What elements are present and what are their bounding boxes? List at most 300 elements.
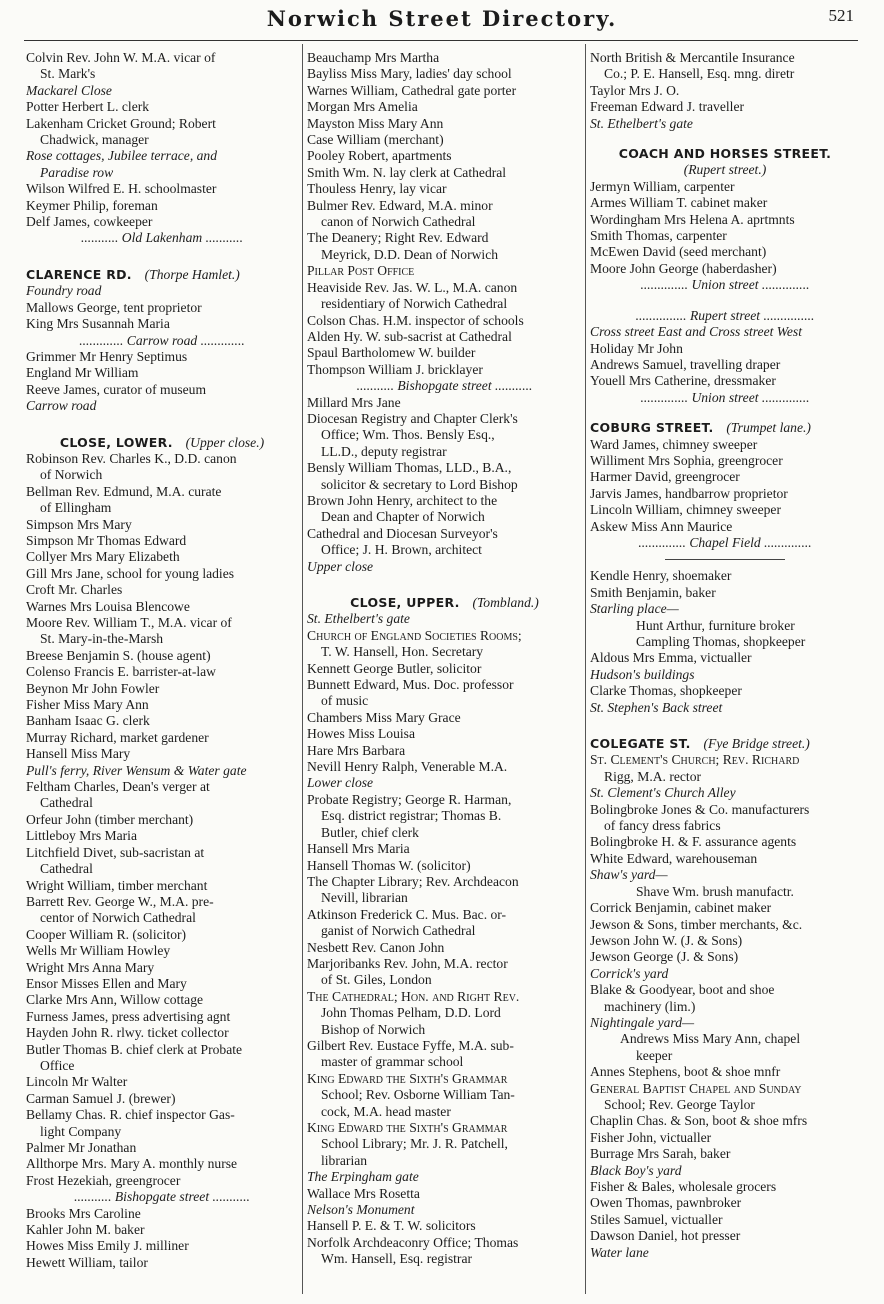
locality-label-text: Shaw's yard—: [590, 867, 668, 883]
entry-continuation-text: Dean and Chapter of Norwich: [321, 509, 485, 525]
directory-entry-text: Bolingbroke Jones & Co. manufacturers: [590, 801, 810, 817]
directory-entry: [26, 1156, 298, 1172]
street-heading: [590, 736, 860, 752]
directory-entry: [307, 493, 582, 509]
directory-entry-text: Williment Mrs Sophia, greengrocer: [590, 452, 783, 468]
cross-street-separator-text: ........... Bishopgate street ...........: [74, 1189, 250, 1205]
directory-entry: [307, 329, 582, 345]
directory-entry: [307, 710, 582, 726]
directory-entry-text: St. Clement's Church; Rev. Richard: [590, 752, 800, 768]
directory-entry: [307, 165, 582, 181]
directory-entry: [590, 486, 860, 502]
directory-entry: [590, 1212, 860, 1228]
directory-entry: [26, 1173, 298, 1189]
spacer: [590, 716, 860, 730]
directory-entry-text: Butler Thomas B. chief clerk at Probate: [26, 1041, 243, 1057]
directory-entry-text: Smith Wm. N. lay clerk at Cathedral: [307, 164, 507, 180]
cross-street-separator: [26, 333, 298, 349]
cross-street-separator: [307, 378, 582, 394]
directory-entry-text: Pillar Post Office: [307, 263, 415, 279]
street-heading: [26, 267, 298, 283]
cross-street-separator-text: ........... Old Lakenham ...........: [81, 230, 243, 246]
column-divider: [302, 44, 303, 1294]
locality-label-text: St. Ethelbert's gate: [590, 115, 693, 131]
directory-entry-text: Robinson Rev. Charles K., D.D. canon: [26, 450, 237, 466]
entry-continuation-text: St. Mary-in-the-Marsh: [40, 631, 164, 647]
locality-label: [590, 601, 860, 617]
directory-entry: [307, 989, 582, 1005]
entry-continuation-text: St. Mark's: [40, 66, 96, 82]
locality-label: [26, 398, 298, 414]
directory-entry: [590, 357, 860, 373]
directory-entry-text: Delf James, cowkeeper: [26, 214, 153, 230]
directory-entry: [590, 1228, 860, 1244]
directory-entry: [26, 349, 298, 365]
entry-continuation: [307, 296, 582, 312]
directory-entry-text: Kahler John M. baker: [26, 1222, 145, 1238]
directory-entry-text: Chambers Miss Mary Grace: [307, 709, 461, 725]
directory-entry-text: Wordingham Mrs Helena A. aprtmnts: [590, 211, 795, 227]
directory-entry-text: Cooper William R. (solicitor): [26, 926, 187, 942]
directory-entry-text: Hansell Mrs Maria: [307, 841, 410, 857]
directory-entry-text: Feltham Charles, Dean's verger at: [26, 779, 210, 795]
directory-entry: [26, 615, 298, 631]
directory-entry-text: Palmer Mr Jonathan: [26, 1140, 137, 1155]
directory-entry: [590, 650, 860, 666]
entry-continuation: [26, 132, 298, 148]
directory-entry: [26, 549, 298, 565]
locality-label: [26, 83, 298, 99]
directory-entry: [590, 917, 860, 933]
directory-entry-text: Carman Samuel J. (brewer): [26, 1090, 176, 1106]
directory-entry: [307, 460, 582, 476]
directory-entry: [26, 713, 298, 729]
entry-continuation-text: Office; J. H. Brown, architect: [321, 542, 482, 558]
locality-label: [26, 763, 298, 779]
street-heading-text: COBURG STREET.: [590, 420, 714, 436]
spacer: [590, 294, 860, 308]
directory-entry: [590, 752, 860, 768]
directory-entry-text: Clarke Mrs Ann, Willow cottage: [26, 992, 204, 1008]
directory-entry-text: White Edward, warehouseman: [590, 850, 758, 866]
entry-continuation-text: Nevill, librarian: [321, 890, 408, 906]
directory-entry: [307, 1235, 582, 1251]
directory-entry-text: Marjoribanks Rev. John, M.A. rector: [307, 955, 508, 971]
directory-entry: [307, 198, 582, 214]
directory-entry-text: Millard Mrs Jane: [307, 394, 401, 410]
entry-continuation-text: Office: [40, 1057, 75, 1073]
locality-label: [590, 667, 860, 683]
directory-entry-text: Annes Stephens, boot & shoe mnfr: [590, 1064, 781, 1080]
directory-entry: [590, 568, 860, 584]
directory-entry: [590, 834, 860, 850]
directory-entry: [26, 517, 298, 533]
street-heading: [307, 595, 582, 611]
directory-entry-text: Litchfield Divet, sub-sacristan at: [26, 844, 205, 860]
directory-entry-text: Holiday Mr John: [590, 340, 683, 356]
column-divider: [585, 44, 586, 1294]
directory-entry: [590, 83, 860, 99]
directory-entry: [590, 1113, 860, 1129]
entry-continuation-text: Esq. district registrar; Thomas B.: [321, 808, 502, 824]
directory-entry: [307, 181, 582, 197]
directory-entry: [26, 1222, 298, 1238]
directory-entry-text: Corrick Benjamin, cabinet maker: [590, 900, 772, 916]
directory-entry: [26, 894, 298, 910]
directory-entry: [590, 437, 860, 453]
directory-entry-text: Hansell Miss Mary: [26, 746, 131, 762]
directory-entry-text: Murray Richard, market gardener: [26, 729, 209, 745]
entry-continuation-text: Chadwick, manager: [40, 132, 149, 148]
directory-entry: [307, 792, 582, 808]
locality-label: [590, 1245, 860, 1261]
directory-entry-text: Morgan Mrs Amelia: [307, 99, 418, 115]
directory-entry: [26, 927, 298, 943]
directory-entry: [307, 148, 582, 164]
entry-continuation-text: Cathedral: [40, 795, 93, 811]
directory-entry-text: Colson Chas. H.M. inspector of schools: [307, 312, 524, 328]
directory-entry-text: Beauchamp Mrs Martha: [307, 50, 440, 65]
directory-entry-text: Hansell P. E. & T. W. solicitors: [307, 1218, 476, 1234]
locality-label-text: The Erpingham gate: [307, 1169, 419, 1185]
entry-continuation-text: ganist of Norwich Cathedral: [321, 923, 476, 939]
directory-entry-text: Hayden John R. rlwy. ticket collector: [26, 1025, 229, 1041]
directory-entry-text: Norfolk Archdeaconry Office; Thomas: [307, 1234, 519, 1250]
locality-label-text: St. Stephen's Back street: [590, 699, 723, 715]
street-heading-text: COLEGATE ST.: [590, 736, 691, 752]
directory-entry: [307, 726, 582, 742]
entry-continuation: [307, 1087, 582, 1103]
directory-entry: [26, 992, 298, 1008]
directory-entry-text: Stiles Samuel, victualler: [590, 1211, 723, 1227]
directory-entry-text: Keymer Philip, foreman: [26, 197, 158, 213]
directory-entry-text: McEwen David (seed merchant): [590, 244, 767, 260]
street-heading-note: (Fye Bridge street.): [703, 736, 810, 752]
directory-entry: [26, 1255, 298, 1271]
directory-entry-text: Freeman Edward J. traveller: [590, 99, 744, 115]
directory-entry-text: Cathedral and Diocesan Surveyor's: [307, 525, 498, 541]
directory-entry: [26, 1025, 298, 1041]
locality-label-text: Lower close: [307, 775, 374, 791]
directory-entry: [26, 976, 298, 992]
entry-continuation: [307, 444, 582, 460]
directory-entry: [590, 502, 860, 518]
locality-label-text: Corrick's yard: [590, 965, 669, 981]
directory-entry-text: Potter Herbert L. clerk: [26, 99, 150, 115]
directory-entry: [590, 1130, 860, 1146]
locality-label: [26, 148, 298, 164]
directory-entry: [26, 1238, 298, 1254]
locality-label: [26, 283, 298, 299]
entry-continuation-text: centor of Norwich Cathedral: [40, 910, 196, 926]
header-rule: [24, 40, 858, 41]
directory-entry: [26, 566, 298, 582]
locality-label-text: St. Clement's Church Alley: [590, 785, 736, 801]
directory-entry: [307, 677, 582, 693]
cross-street-separator-text: ........... Bishopgate street ...........: [356, 378, 533, 394]
directory-entry-text: King Edward the Sixth's Grammar: [307, 1070, 508, 1086]
entry-continuation: [590, 999, 860, 1015]
entry-continuation-text: master of grammar school: [321, 1054, 464, 1070]
directory-entry: [26, 1074, 298, 1090]
cross-street-separator-text: .............. Union street ..............: [640, 277, 810, 293]
directory-entry-text: Bellman Rev. Edmund, M.A. curate: [26, 483, 222, 499]
entry-continuation-text: light Company: [40, 1123, 122, 1139]
entry-continuation-text: machinery (lim.): [604, 998, 696, 1014]
cross-street-separator: [590, 308, 860, 324]
directory-entry: [26, 382, 298, 398]
directory-entry: [307, 628, 582, 644]
directory-entry: [590, 179, 860, 195]
directory-entry-text: Hare Mrs Barbara: [307, 742, 406, 758]
directory-entry: [26, 451, 298, 467]
directory-entry-text: The Chapter Library; Rev. Archdeacon: [307, 873, 519, 889]
directory-entry: [26, 116, 298, 132]
directory-entry-text: keeper: [636, 1047, 673, 1063]
entry-continuation: [26, 66, 298, 82]
directory-entry-text: Youell Mrs Catherine, dressmaker: [590, 373, 776, 389]
directory-entry: [307, 1120, 582, 1136]
directory-entry: [26, 582, 298, 598]
directory-entry: [26, 99, 298, 115]
directory-entry-text: Smith Benjamin, baker: [590, 584, 716, 600]
directory-entry-text: Wallace Mrs Rosetta: [307, 1185, 420, 1201]
directory-entry: [307, 313, 582, 329]
locality-label: [590, 1015, 860, 1031]
directory-entry: [26, 198, 298, 214]
entry-continuation: [26, 861, 298, 877]
directory-entry: [307, 907, 582, 923]
directory-entry: [26, 533, 298, 549]
directory-entry-text: Mallows George, tent proprietor: [26, 299, 202, 315]
directory-entry: [307, 661, 582, 677]
directory-entry-text: Hunt Arthur, furniture broker: [636, 617, 795, 633]
entry-continuation: [26, 1124, 298, 1140]
directory-entry: [590, 212, 860, 228]
directory-entry: [307, 230, 582, 246]
entry-continuation: [590, 1097, 860, 1113]
directory-entry-text: Thouless Henry, lay vicar: [307, 181, 447, 197]
street-heading-note: (Tombland.): [472, 595, 539, 610]
directory-entry-text: Jermyn William, carpenter: [590, 178, 735, 194]
directory-entry-text: Chaplin Chas. & Son, boot & shoe mfrs: [590, 1113, 808, 1129]
entry-continuation: [307, 1136, 582, 1152]
locality-label-text: Pull's ferry, River Wensum & Water gate: [26, 762, 247, 778]
directory-entry: [26, 1140, 298, 1156]
locality-label-text: Cross street East and Cross street West: [590, 324, 802, 340]
directory-entry-text: Colenso Francis E. barrister-at-law: [26, 664, 216, 680]
directory-entry: [26, 845, 298, 861]
directory-entry: [590, 933, 860, 949]
entry-continuation-text: Meyrick, D.D. Dean of Norwich: [321, 246, 499, 262]
directory-entry-text: Furness James, press advertising agnt: [26, 1008, 231, 1024]
street-heading-note: (Thorpe Hamlet.): [144, 266, 240, 282]
locality-label-text: Foundry road: [26, 283, 102, 299]
directory-entry-text: Bulmer Rev. Edward, M.A. minor: [307, 197, 493, 213]
directory-entry-text: Howes Miss Louisa: [307, 726, 415, 742]
locality-label: [590, 966, 860, 982]
street-heading-text: CLOSE, UPPER.: [350, 595, 460, 610]
entry-continuation: [590, 818, 860, 834]
directory-entry-text: England Mr William: [26, 365, 139, 381]
directory-entry: [307, 940, 582, 956]
directory-entry-text: Thompson William J. bricklayer: [307, 361, 483, 377]
directory-entry: [307, 759, 582, 775]
cross-street-separator: [26, 1189, 298, 1205]
entry-continuation: [307, 890, 582, 906]
directory-entry: [307, 132, 582, 148]
street-heading-text: CLARENCE RD.: [26, 266, 132, 282]
directory-entry-text: Warnes Mrs Louisa Blencowe: [26, 598, 190, 614]
directory-entry: [590, 453, 860, 469]
directory-entry-text: Case William (merchant): [307, 132, 444, 148]
directory-entry: [590, 519, 860, 535]
entry-continuation-text: Butler, chief clerk: [321, 824, 419, 840]
directory-entry-text: Ward James, chimney sweeper: [590, 436, 758, 452]
directory-entry: [590, 982, 860, 998]
directory-entry-text: Jewson John W. (J. & Sons): [590, 932, 743, 948]
entry-continuation: [307, 214, 582, 230]
locality-label: [590, 116, 860, 132]
entry-continuation-text: Cathedral: [40, 861, 93, 877]
directory-entry-text: Bolingbroke H. & F. assurance agents: [590, 834, 797, 850]
entry-continuation: [307, 1022, 582, 1038]
directory-entry-text: Harmer David, greengrocer: [590, 469, 740, 485]
directory-entry-text: Probate Registry; George R. Harman,: [307, 791, 512, 807]
directory-entry: [307, 263, 582, 279]
entry-continuation: [307, 644, 582, 660]
directory-entry-text: The Cathedral; Hon. and Right Rev.: [307, 988, 520, 1004]
directory-entry-text: Breese Benjamin S. (house agent): [26, 647, 211, 663]
entry-continuation-text: LL.D., deputy registrar: [321, 443, 447, 459]
entry-continuation: [26, 795, 298, 811]
cross-street-separator: [590, 277, 860, 293]
entry-continuation-text: canon of Norwich Cathedral: [321, 214, 476, 230]
entry-continuation: [26, 500, 298, 516]
entry-continuation-text: of Ellingham: [40, 500, 112, 516]
directory-entry-text: Lincoln Mr Walter: [26, 1074, 128, 1090]
directory-entry-text: Lincoln William, chimney sweeper: [590, 502, 781, 518]
directory-entry: [590, 195, 860, 211]
locality-label-text: St. Ethelbert's gate: [307, 611, 410, 627]
directory-entry: [26, 1091, 298, 1107]
directory-entry: [590, 1064, 860, 1080]
entry-continuation: [307, 1251, 582, 1267]
directory-entry: [590, 585, 860, 601]
directory-entry-text: Warnes William, Cathedral gate porter: [307, 82, 517, 98]
directory-entry-text: King Mrs Susannah Maria: [26, 316, 170, 332]
directory-entry: [590, 1195, 860, 1211]
directory-entry: [26, 779, 298, 795]
directory-entry: [26, 316, 298, 332]
directory-entry: [307, 1186, 582, 1202]
directory-entry-text: Fisher John, victualler: [590, 1129, 712, 1145]
entry-continuation: [307, 247, 582, 263]
entry-continuation: [307, 808, 582, 824]
entry-continuation: [26, 1058, 298, 1074]
entry-continuation: [307, 477, 582, 493]
page-header: [0, 0, 884, 40]
entry-continuation: [307, 1153, 582, 1169]
directory-entry: [26, 181, 298, 197]
page-title: Norwich Street Directory.: [266, 6, 618, 31]
directory-entry-text: Andrews Samuel, travelling draper: [590, 356, 781, 372]
directory-entry-text: King Edward the Sixth's Grammar: [307, 1120, 508, 1135]
locality-label-text: Nightingale yard—: [590, 1014, 695, 1030]
directory-entry: [307, 345, 582, 361]
locality-label-text: Nelson's Monument: [307, 1202, 415, 1218]
directory-entry-text: Jarvis James, handbarrow proprietor: [590, 485, 788, 501]
locality-label-text: Mackarel Close: [26, 82, 112, 98]
cross-street-separator-text: ............. Carrow road .............: [79, 332, 245, 348]
street-heading-note: (Upper close.): [185, 434, 265, 450]
directory-entry: [590, 341, 860, 357]
locality-label: [307, 1202, 582, 1218]
directory-entry: [590, 469, 860, 485]
directory-entry-text: Barrett Rev. George W., M.A. pre-: [26, 893, 214, 909]
locality-label: [307, 1169, 582, 1185]
directory-entry: [590, 1031, 860, 1047]
entry-continuation-text: of St. Giles, London: [321, 972, 432, 988]
cross-street-separator-text: ............... Rupert street ...............: [635, 307, 815, 323]
directory-entry-text: Ensor Misses Ellen and Mary: [26, 975, 187, 991]
directory-entry: [307, 50, 582, 66]
directory-entry-text: Jewson & Sons, timber merchants, &c.: [590, 916, 803, 932]
directory-entry: [590, 851, 860, 867]
entry-continuation-text: of music: [321, 693, 369, 709]
locality-label-text: Rose cottages, Jubilee terrace, and: [26, 148, 218, 164]
entry-continuation: [307, 693, 582, 709]
directory-entry-text: Andrews Miss Mary Ann, chapel: [620, 1031, 801, 1047]
directory-entry: [26, 664, 298, 680]
directory-entry-text: The Deanery; Right Rev. Edward: [307, 230, 489, 246]
directory-entry: [26, 681, 298, 697]
locality-label-text: Upper close: [307, 558, 374, 574]
directory-entry-text: Nevill Henry Ralph, Venerable M.A.: [307, 759, 508, 775]
locality-label: [590, 1163, 860, 1179]
entry-continuation-text: School Library; Mr. J. R. Patchell,: [321, 1136, 508, 1152]
directory-entry: [590, 900, 860, 916]
directory-entry: [307, 841, 582, 857]
directory-entry: [590, 1179, 860, 1195]
locality-label-text: Carrow road: [26, 398, 97, 414]
section-rule: [665, 559, 785, 560]
entry-continuation: [307, 542, 582, 558]
cross-street-separator-text: .............. Chapel Field ..............: [638, 534, 812, 550]
page-number: 521: [828, 6, 854, 25]
directory-entry: [590, 1146, 860, 1162]
directory-entry-text: Simpson Mr Thomas Edward: [26, 532, 187, 548]
locality-label: [590, 324, 860, 340]
directory-entry-text: Grimmer Mr Henry Septimus: [26, 348, 188, 364]
locality-label-text: Paradise row: [40, 164, 114, 180]
directory-entry: [26, 878, 298, 894]
entry-continuation: [307, 509, 582, 525]
directory-column-3: [590, 50, 860, 1294]
entry-continuation: [307, 923, 582, 939]
street-heading-note: (Trumpet lane.): [726, 420, 811, 436]
street-heading: [26, 435, 298, 451]
cross-street-separator: [26, 230, 298, 246]
directory-entry-text: Bellamy Chas. R. chief inspector Gas-: [26, 1107, 235, 1123]
directory-entry: [26, 943, 298, 959]
entry-continuation: [307, 1054, 582, 1070]
directory-entry-text: Gill Mrs Jane, school for young ladies: [26, 565, 235, 581]
entry-continuation-text: cock, M.A. head master: [321, 1103, 451, 1119]
directory-entry: [590, 949, 860, 965]
directory-entry-text: Lakenham Cricket Ground; Robert: [26, 115, 216, 131]
directory-column-1: [26, 50, 298, 1294]
